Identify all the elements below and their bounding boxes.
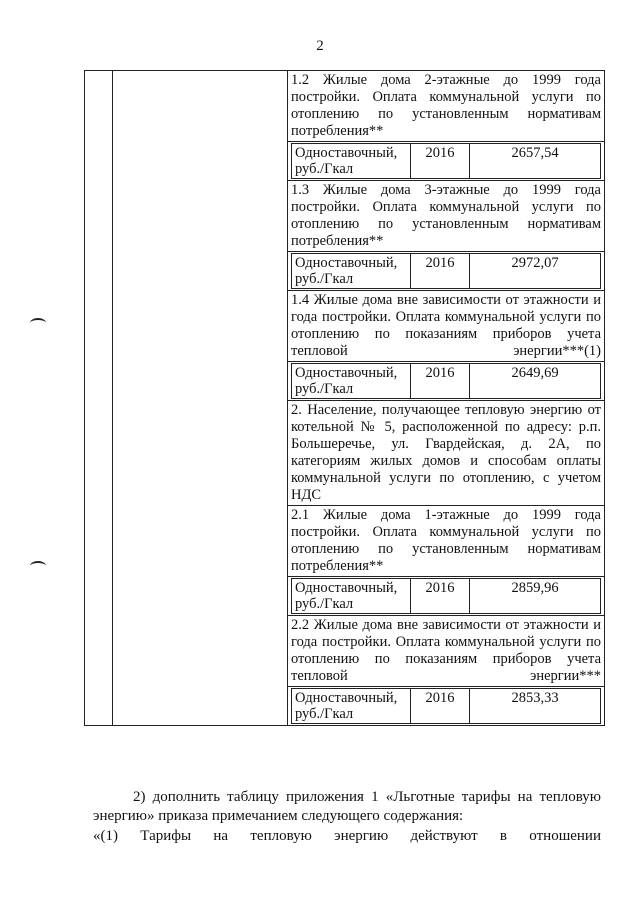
tariff-value: 2853,33	[470, 689, 601, 724]
row-description: 2.2 Жилые дома вне зависимости от этажности и года постройки. Оплата коммунальной услуги по отоплению по показаниям приборов учета тепловой энергии***	[288, 616, 605, 687]
category-number-cell	[85, 71, 113, 726]
tariff-unit: Одноставочный, руб./Гкал	[292, 364, 411, 399]
category-name-cell	[113, 71, 288, 726]
tariff-unit: Одноставочный, руб./Гкал	[292, 579, 411, 614]
table-row	[85, 71, 605, 142]
tariff-unit: Одноставочный, руб./Гкал	[292, 144, 411, 179]
tariff-table	[84, 70, 605, 726]
tariff-unit: Одноставочный, руб./Гкал	[292, 689, 411, 724]
row-description: 2.1 Жилые дома 1-этажные до 1999 года постройки. Оплата коммунальной услуги по отоплению по установленным нормативам потребления**	[288, 506, 605, 577]
amendment-paragraph: 2) дополнить таблицу приложения 1 «Льготные тарифы на тепловую энергию» приказа примечанием следующего содержания:	[93, 789, 601, 824]
scan-artifact-mark	[30, 561, 46, 571]
tariff-value: 2657,54	[470, 144, 601, 179]
tariff-unit: Одноставочный, руб./Гкал	[292, 254, 411, 289]
tariff-value: 2859,96	[470, 579, 601, 614]
tariff-year: 2016	[411, 689, 470, 724]
tariff-value: 2649,69	[470, 364, 601, 399]
row-description: 1.4 Жилые дома вне зависимости от этажности и года постройки. Оплата коммунальной услуги по отоплению по показаниям приборов учета тепловой энергии***(1)	[288, 291, 605, 362]
row-description: 2. Население, получающее тепловую энергию от котельной № 5, расположенной по адресу: р.п. Большеречье, ул. Гвардейская, д. 2А, по категориям жилых домов и способам оплаты коммунальной услуги по отоплению, с учетом НДС	[288, 401, 605, 506]
tariff-year: 2016	[411, 579, 470, 614]
tariff-year: 2016	[411, 144, 470, 179]
scan-artifact-mark	[30, 318, 46, 328]
page-number: 2	[316, 38, 324, 54]
tariff-value: 2972,07	[470, 254, 601, 289]
tariff-year: 2016	[411, 364, 470, 399]
tariff-year: 2016	[411, 254, 470, 289]
note-paragraph: «(1) Тарифы на тепловую энергию действуют в отношении	[93, 828, 601, 844]
row-description: 1.2 Жилые дома 2-этажные до 1999 года постройки. Оплата коммунальной услуги по отоплению по установленным нормативам потребления**	[288, 71, 605, 142]
row-description: 1.3 Жилые дома 3-этажные до 1999 года постройки. Оплата коммунальной услуги по отоплению по установленным нормативам потребления**	[288, 181, 605, 252]
